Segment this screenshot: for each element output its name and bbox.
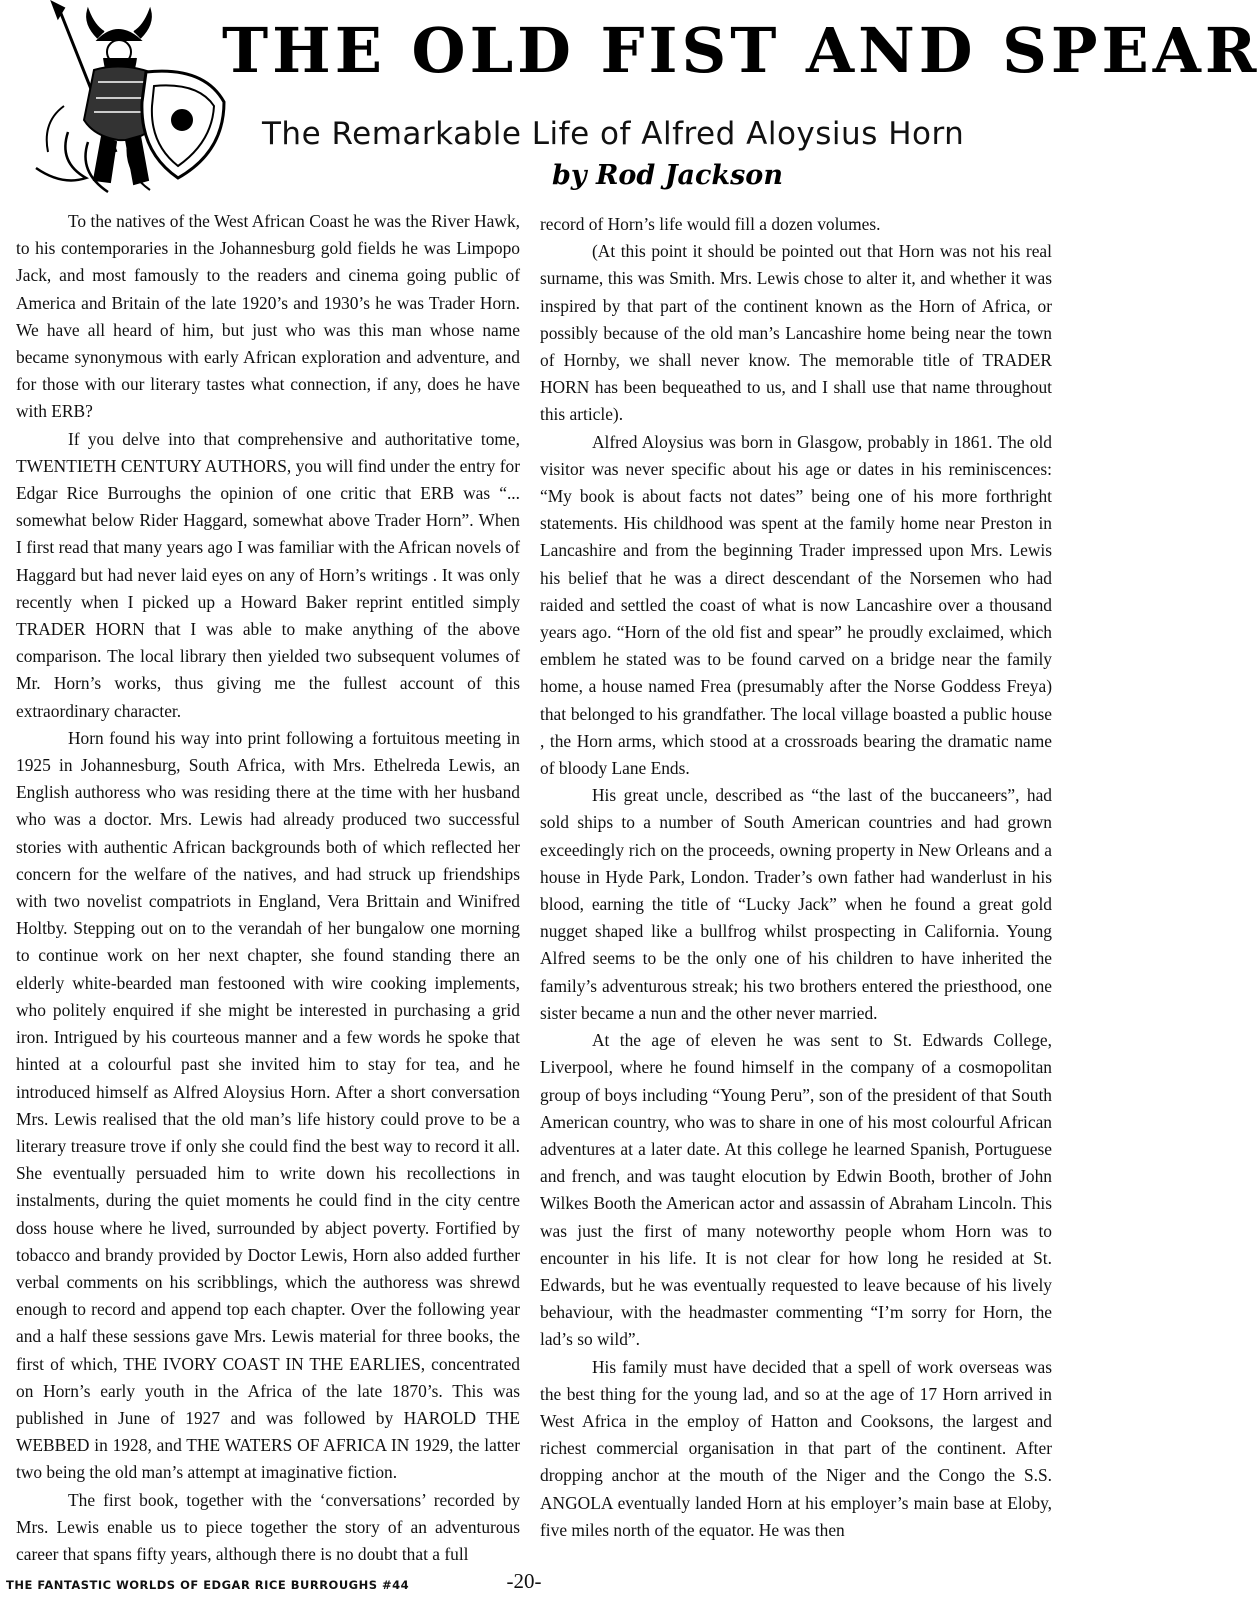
paragraph: If you delve into that comprehensive and authoritative tome, TWENTIETH CENTURY AUTHORS, you will find under the entry for Edgar Rice Burroughs the opinion of one critic that ERB was “... somewhat below Rider Haggard, somewhat above Trader Horn”. When I first read that many years ago I was familiar with the African novels of Haggard but had never laid eyes on any of Horn’s writings . It was only recently when I picked up a Howard Baker reprint entitled simply TRADER HORN that I was able to make anything of the above comparison. The local library then yielded two subsequent volumes of Mr. Horn’s works, thus giving me the fullest account of this extraordinary character.	[16, 428, 520, 721]
paragraph: (At this point it should be pointed out that Horn was not his real surname, this was Smith. Mrs. Lewis chose to alter it, and whether it was inspired by that part of the continent known as the Horn of Africa, or possibly because of the old man’s Lancashire home being near the town of Hornby, we shall never know. The memorable title of TRADER HORN has been bequeathed to us, and I shall use that name throughout this article).	[540, 241, 1052, 425]
paragraph: The first book, together with the ‘conversations’ recorded by Mrs. Lewis enable us to piece together the story of an adventurous career that spans fifty years, although there is no doubt that a full	[16, 1489, 520, 1564]
article-header	[0, 0, 1260, 205]
viking-warrior-illustration	[28, 2, 238, 198]
author-byline: by Rod Jackson	[552, 160, 783, 191]
right-column	[540, 211, 1052, 1544]
publication-footer: THE FANTASTIC WORLDS OF EDGAR RICE BURROUGHS #44	[6, 1578, 410, 1592]
page-number: -20-	[506, 1569, 542, 1593]
paragraph: His family must have decided that a spell of work overseas was the best thing for the young lad, and so at the age of 17 Horn arrived in West Africa in the employ of Hatton and Cooksons, the largest and richest commercial organisation in that part of the continent. After dropping anchor at the mouth of the Niger and the Congo the S.S. ANGOLA eventually landed Horn at his employer’s main base at Eloby, five miles north of the equator. He was then	[540, 1356, 1052, 1540]
paragraph-continued: record of Horn’s life would fill a dozen volumes.	[540, 214, 881, 234]
article-subtitle: The Remarkable Life of Alfred Aloysius Horn	[262, 116, 965, 152]
paragraph: Horn found his way into print following a fortuitous meeting in 1925 in Johannesburg, South Africa, with Mrs. Ethelreda Lewis, an English authoress who was residing there at the time with her husband who was a doctor. Mrs. Lewis had already produced two successful stories with authentic African backgrounds both of which reflected her concern for the welfare of the natives, and had struck up friendships with two novelist compatriots in England, Vera Brittain and Winifred Holtby. Stepping out on to the verandah of her bungalow one morning to continue work on her next chapter, she found standing there an elderly white-bearded man festooned with wire cooking implements, who politely enquired if she might be interested in purchasing a grid iron. Intrigued by his courteous manner and a few words he spoke that hinted at a colourful past she invited him to stay for tea, and he introduced himself as Alfred Aloysius Horn. After a short conversation Mrs. Lewis realised that the old man’s life history could prove to be a literary treasure trove if only she could find the best way to record it all. She eventually persuaded him to write down his recollections in instalments, during the quiet moments he could find in the city centre doss house where he lived, surrounded by abject poverty. Fortified by tobacco and brandy provided by Doctor Lewis, Horn also added further verbal comments on his scribblings, which the authoress was shrewd enough to record and append top each chapter. Over the following year and a half these sessions gave Mrs. Lewis material for three books, the first of which, THE IVORY COAST IN THE EARLIES, concentrated on Horn’s early youth in the Africa of the late 1870’s. This was published in June of 1927 and was followed by HAROLD THE WEBBED in 1928, and THE WATERS OF AFRICA IN 1929, the latter two being the old man’s attempt at imaginative fiction.	[16, 727, 520, 1483]
article-title: THE OLD FIST AND SPEAR	[222, 14, 1260, 87]
left-column	[16, 208, 520, 1568]
paragraph: His great uncle, described as “the last of the buccaneers”, had sold ships to a number of South American countries and had grown exceedingly rich on the proceeds, owning property in New Orleans and a house in Hyde Park, London. Trader’s own father had wanderlust in his blood, earning the title of “Lucky Jack” when he found a great gold nugget shaped like a bullfrog whilst prospecting in California. Young Alfred seems to be the only one of his children to have inherited the family’s adventurous streak; his two brothers entered the priesthood, one sister became a nun and the other never married.	[540, 785, 1052, 1023]
paragraph: Alfred Aloysius was born in Glasgow, probably in 1861. The old visitor was never specific about his age or dates in his reminiscences: “My book is about facts not dates” being one of his more forthright statements. His childhood was spent at the family home near Preston in Lancashire and from the beginning Trader impressed upon Mrs. Lewis his belief that he was a direct descendant of the Norsemen who had raided and settled the coast of what is now Lancashire over a thousand years ago. “Horn of the old fist and spear” he proudly exclaimed, which emblem he stated was to be found carved on a bridge near the family home, a house named Frea (presumably after the Norse Goddess Freya) that belonged to his grandfather. The local village boasted a public house , the Horn arms, which stood at a crossroads bearing the dramatic name of bloody Lane Ends.	[540, 431, 1052, 779]
paragraph: To the natives of the West African Coast he was the River Hawk, to his contemporaries in the Johannesburg gold fields he was Limpopo Jack, and most famously to the readers and cinema going public of America and Britain of the late 1920’s and 1930’s he was Trader Horn. We have all heard of him, but just who was this man whose name became synonymous with early African exploration and adventure, and for those with our literary tastes what connection, if any, does he have with ERB?	[16, 211, 520, 422]
paragraph: At the age of eleven he was sent to St. Edwards College, Liverpool, where he found himself in the company of a cosmopolitan group of boys including “Young Peru”, son of the president of that South American country, who was to share in one of his most colourful African adventures at a later date. At this college he learned Spanish, Portuguese and french, and was taught elocution by Edwin Booth, brother of John Wilkes Booth the American actor and assassin of Abraham Lincoln. This was just the first of many noteworthy people whom Horn was to encounter in his life. It is not clear for how long he resided at St. Edwards, but he was eventually requested to leave because of his lively behaviour, with the headmaster commenting “I’m sorry for Horn, the lad’s so wild”.	[540, 1030, 1052, 1350]
